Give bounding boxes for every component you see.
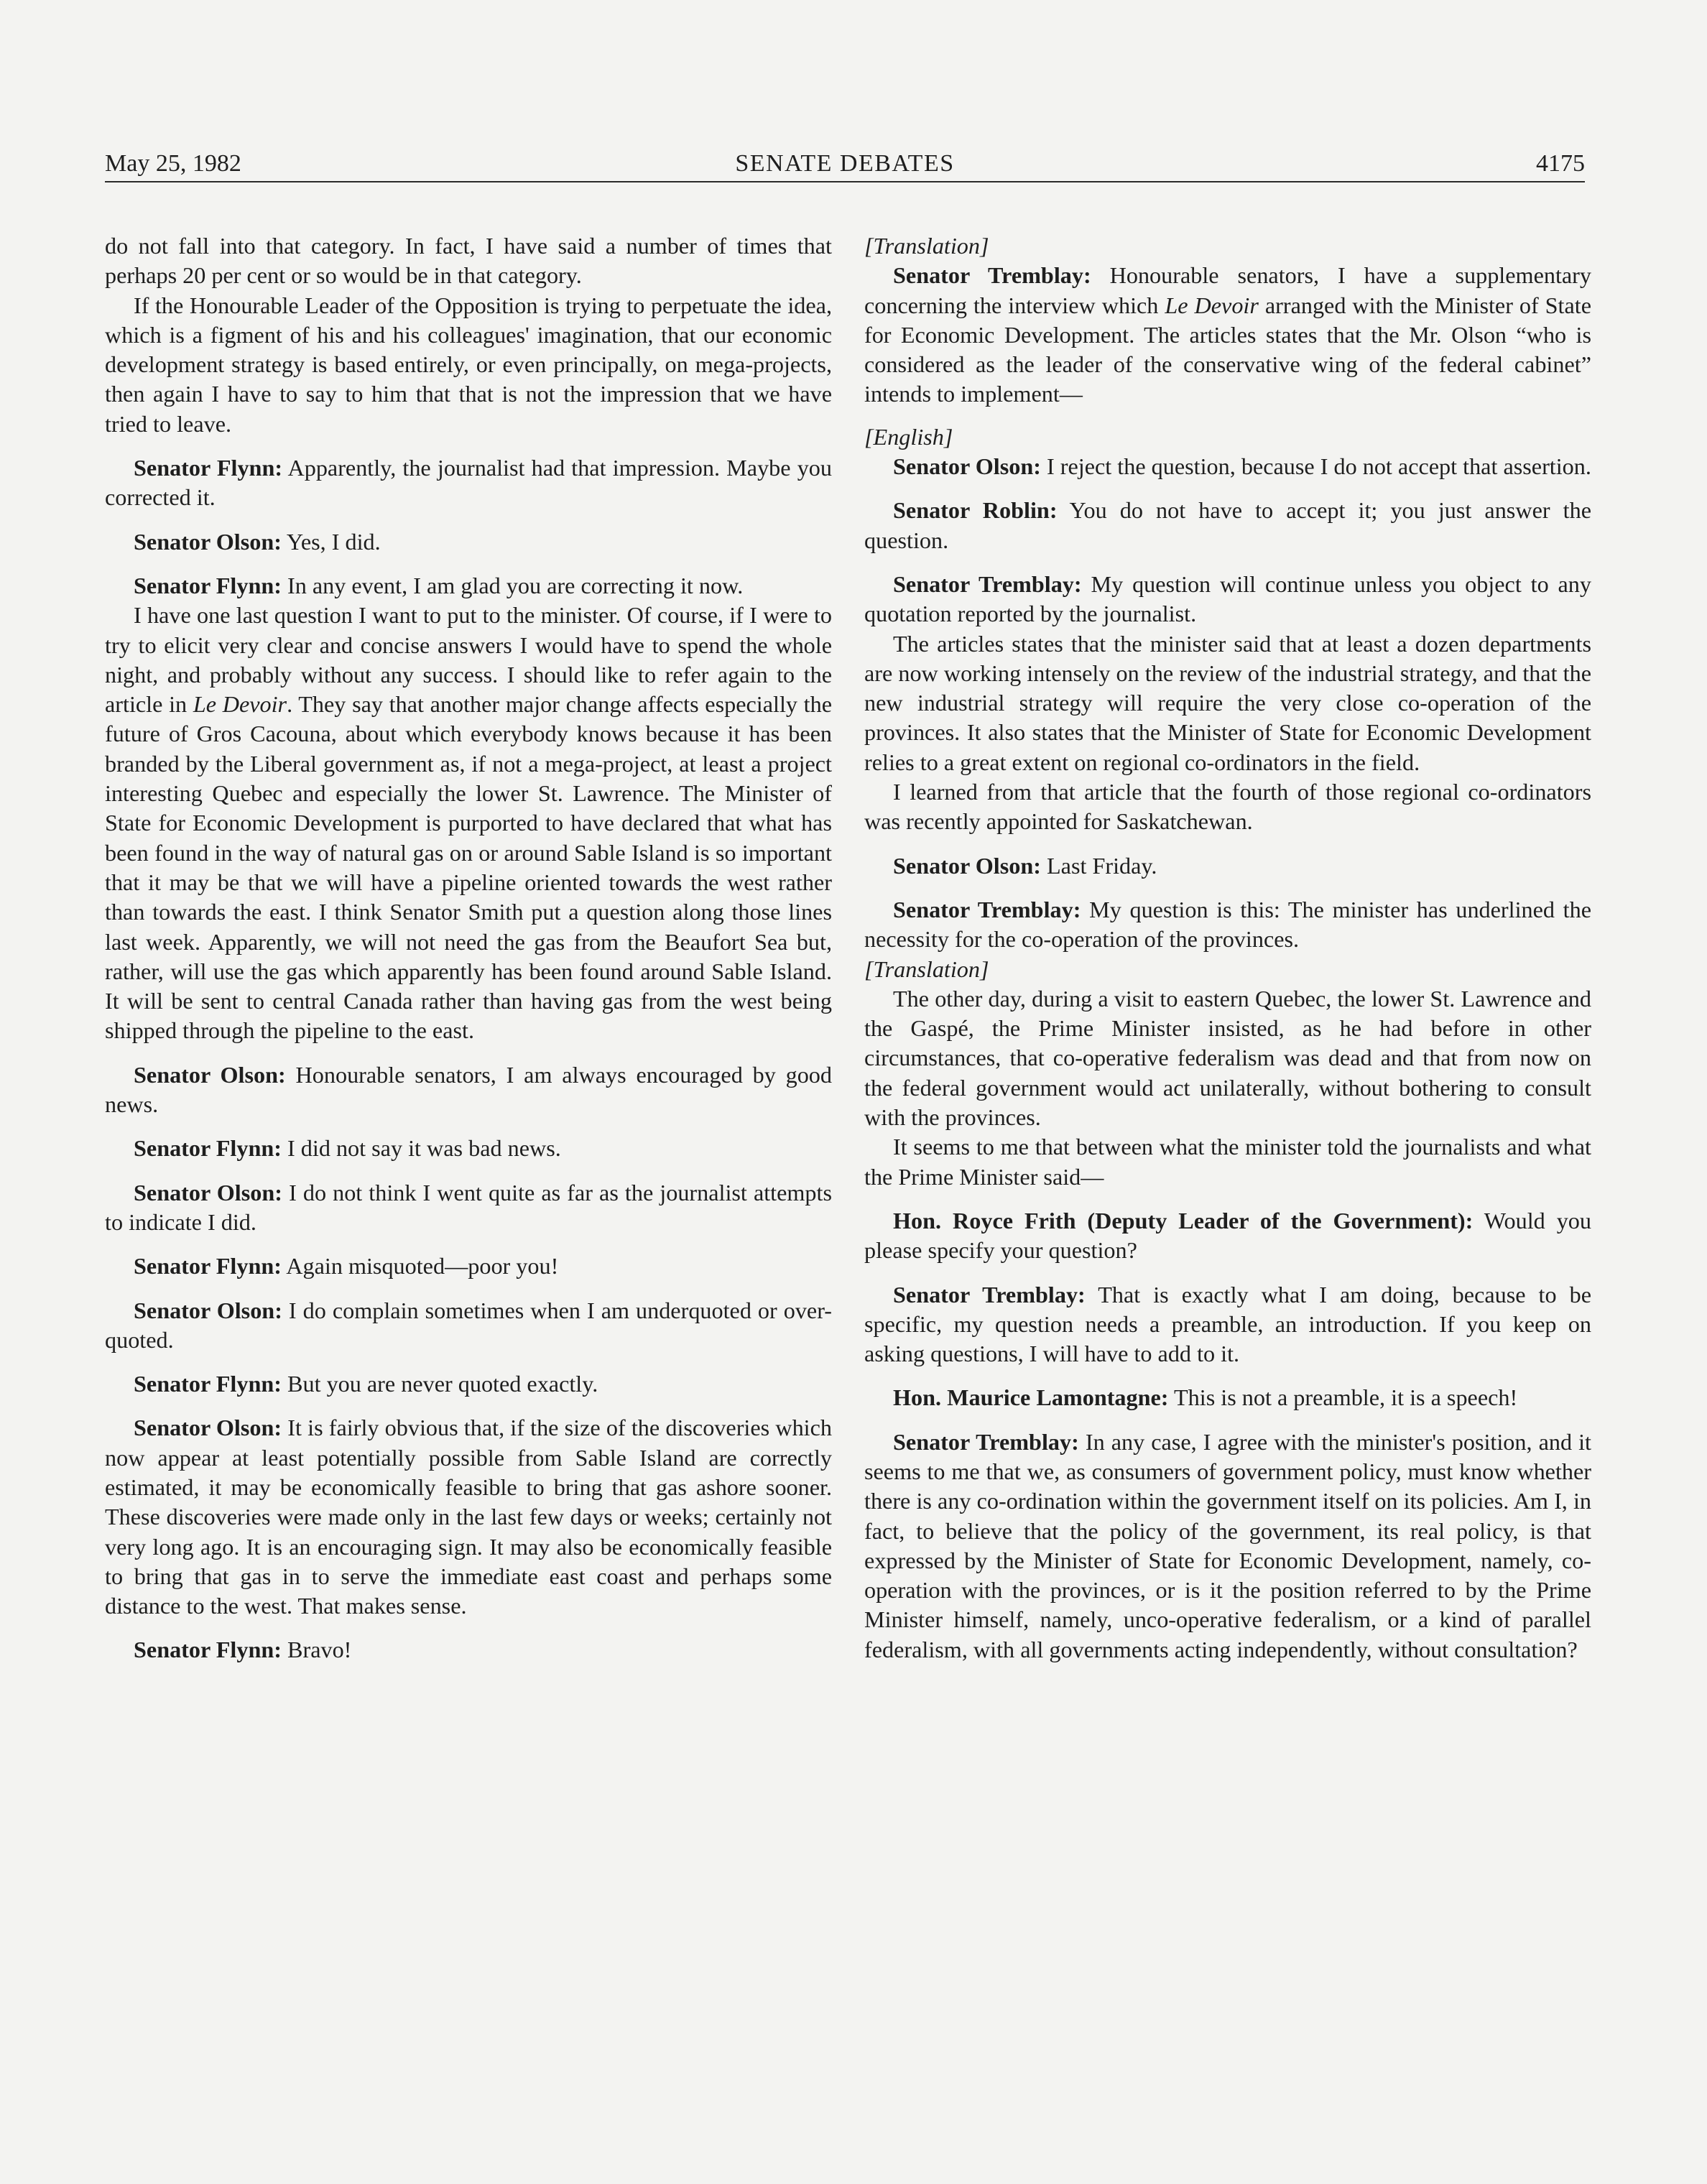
speech-paragraph: Senator Flynn: In any event, I am glad you are correcting it now.	[134, 572, 744, 598]
header-title: SENATE DEBATES	[735, 150, 955, 177]
speaker-name: Senator Roblin:	[893, 497, 1058, 524]
speaker-name: Senator Olson:	[134, 1179, 282, 1206]
speaker-name: Senator Olson:	[134, 1297, 282, 1323]
paragraph: It seems to me that between what the minister told the journalists and what the Prime Minister said—	[864, 1134, 1591, 1190]
speech-paragraph: Senator Olson: Honourable senators, I am always encouraged by good news.	[105, 1061, 832, 1118]
speaker-name: Senator Tremblay:	[893, 570, 1082, 597]
paragraph: I have one last question I want to put to the minister. Of course, if I were to try to elicit very clear and concise answers I would have to spend the whole night, and probably without any success. I should like to refer again to the article in Le Devoir. They say that another major change affects especially the future of Gros Cacouna, about which everybody knows because it has been branded by the Liberal government as, if not a mega-project, at least a project interesting Quebec and especially the lower St. Lawrence. The Minister of State for Economic Development is purported to have declared that what has been found in the way of natural gas on or around Sable Island is so important that it may be that we will have a pipeline oriented towards the west rather than towards the east. I think Senator Smith put a question along those lines last week. Apparently, we will not need the gas from the Beaufort Sea but, rather, will use the gas which apparently has been found around Sable Island. It will be sent to central Canada rather than having gas from the west being shipped through the pipeline to the east.	[105, 602, 832, 1044]
speech-paragraph: Senator Tremblay: That is exactly what I am doing, because to be specific, my question needs a preamble, an introduction. If you keep on asking questions, I will have to add to it.	[864, 1281, 1591, 1367]
speaker-name: Senator Flynn:	[134, 1637, 282, 1663]
speaker-name: Senator Olson:	[134, 1415, 282, 1441]
speaker-name: Senator Olson:	[134, 528, 282, 555]
speech-paragraph: Hon. Royce Frith (Deputy Leader of the Government): Would you please specify your question?	[864, 1207, 1591, 1264]
speech-paragraph: Hon. Maurice Lamontagne: This is not a preamble, it is a speech!	[893, 1384, 1518, 1411]
speech-paragraph: Senator Flynn: Again misquoted—poor you!	[134, 1253, 559, 1280]
header-rule	[105, 181, 1585, 182]
language-tag: [Translation]	[864, 233, 989, 259]
speaker-name: Senator Flynn:	[134, 1253, 282, 1280]
speech-paragraph: Senator Olson: Last Friday.	[893, 852, 1157, 879]
speaker-name: Senator Olson:	[134, 1061, 286, 1088]
header-page-number: 4175	[1536, 150, 1585, 177]
speech-paragraph: Senator Roblin: You do not have to accept it; you just answer the question.	[864, 497, 1591, 553]
page-header	[105, 148, 1585, 180]
speech-paragraph: Senator Flynn: I did not say it was bad news.	[134, 1135, 561, 1162]
speaker-name: Senator Olson:	[893, 852, 1041, 879]
speaker-name: Hon. Maurice Lamontagne:	[893, 1384, 1169, 1411]
speech-paragraph: Senator Olson: It is fairly obvious that, if the size of the discoveries which now appear at least potentially possible from Sable Island are correctly estimated, it may be economically feasible to bring that gas ashore sooner. These discoveries were made only in the last few days or weeks; certainly not very long ago. It is an encouraging sign. It may also be economically feasible to bring that gas in to serve the immediate east coast and perhaps some distance to the west. That makes sense.	[105, 1415, 833, 1619]
speech-paragraph: Senator Flynn: But you are never quoted exactly.	[134, 1371, 598, 1397]
speech-paragraph: Senator Olson: I do not think I went quite as far as the journalist attempts to indicate I did.	[105, 1179, 832, 1235]
speaker-name: Senator Flynn:	[134, 572, 282, 598]
speech-paragraph: Senator Flynn: Bravo!	[134, 1637, 352, 1663]
speech-paragraph: Senator Olson: I do complain sometimes when I am underquoted or over-quoted.	[105, 1297, 832, 1353]
speaker-name: Senator Flynn:	[134, 455, 283, 481]
speaker-name: Senator Olson:	[893, 453, 1041, 480]
speaker-name: Senator Flynn:	[134, 1135, 282, 1162]
paragraph: I learned from that article that the fourth of those regional co-ordinators was recently appointed for Saskatchewan.	[864, 779, 1591, 835]
speaker-name: Senator Tremblay:	[893, 262, 1091, 289]
speech-paragraph: Senator Flynn: Apparently, the journalist had that impression. Maybe you corrected it.	[105, 455, 832, 511]
header-date: May 25, 1982	[105, 150, 241, 177]
paragraph: The articles states that the minister said that at least a dozen departments are now working intensely on the review of the industrial strategy, and that the new industrial strategy will require the very close co-operation of the provinces. It also states that the Minister of State for Economic Development relies to a great extent on regional co-ordinators in the field.	[864, 630, 1591, 775]
speech-paragraph: Senator Tremblay: My question is this: The minister has underlined the necessity for the co-operation of the provinces.	[864, 896, 1591, 953]
paragraph: If the Honourable Leader of the Opposition is trying to perpetuate the idea, which is a figment of his and his colleagues' imagination, that our economic development strategy is based entirely, or even principally, on mega-projects, then again I have to say to him that that is not the impression that we have tried to leave.	[105, 292, 832, 437]
speech-paragraph: Senator Olson: Yes, I did.	[134, 528, 381, 555]
speaker-name: Hon. Royce Frith (Deputy Leader of the Government):	[893, 1207, 1474, 1234]
speaker-name: Senator Tremblay:	[893, 1281, 1086, 1308]
paragraph: do not fall into that category. In fact, I have said a number of times that perhaps 20 per cent or so would be in that category.	[105, 233, 832, 289]
language-tag: [English]	[864, 423, 953, 450]
speaker-name: Senator Flynn:	[134, 1371, 282, 1397]
speaker-name: Senator Tremblay:	[893, 896, 1081, 922]
speaker-name: Senator Tremblay:	[893, 1428, 1079, 1455]
speech-paragraph: Senator Tremblay: My question will continue unless you object to any quotation reported by the journalist.	[864, 570, 1591, 627]
paragraph: The other day, during a visit to eastern Quebec, the lower St. Lawrence and the Gaspé, the Prime Minister insisted, as he had before in other circumstances, that co-operative federalism was dead and that from now on the federal government would act unilaterally, without bothering to consult with the provinces.	[864, 985, 1591, 1131]
language-tag: [Translation]	[864, 956, 989, 982]
left-column	[105, 231, 832, 1665]
right-column	[864, 231, 1591, 1665]
speech-paragraph: Senator Tremblay: Honourable senators, I have a supplementary concerning the interview which Le Devoir arranged with the Minister of State for Economic Development. The articles states that the Mr. Olson “who is considered as the leader of the conservative wing of the federal cabinet” intends to implement—	[864, 262, 1591, 407]
speech-paragraph: Senator Olson: I reject the question, because I do not accept that assertion.	[893, 453, 1591, 480]
speech-paragraph: Senator Tremblay: In any case, I agree with the minister's position, and it seems to me that we, as consumers of government policy, must know whether there is any co-ordination within the government itself on its policies. Am I, in fact, to believe that the policy of the government, its real policy, is that expressed by the Minister of State for Economic Development, namely, co-operation with the provinces, or is it the position referred to by the Prime Minister himself, namely, unco-operative federalism, or a kind of parallel federalism, with all governments acting independently, without consultation?	[864, 1428, 1592, 1662]
